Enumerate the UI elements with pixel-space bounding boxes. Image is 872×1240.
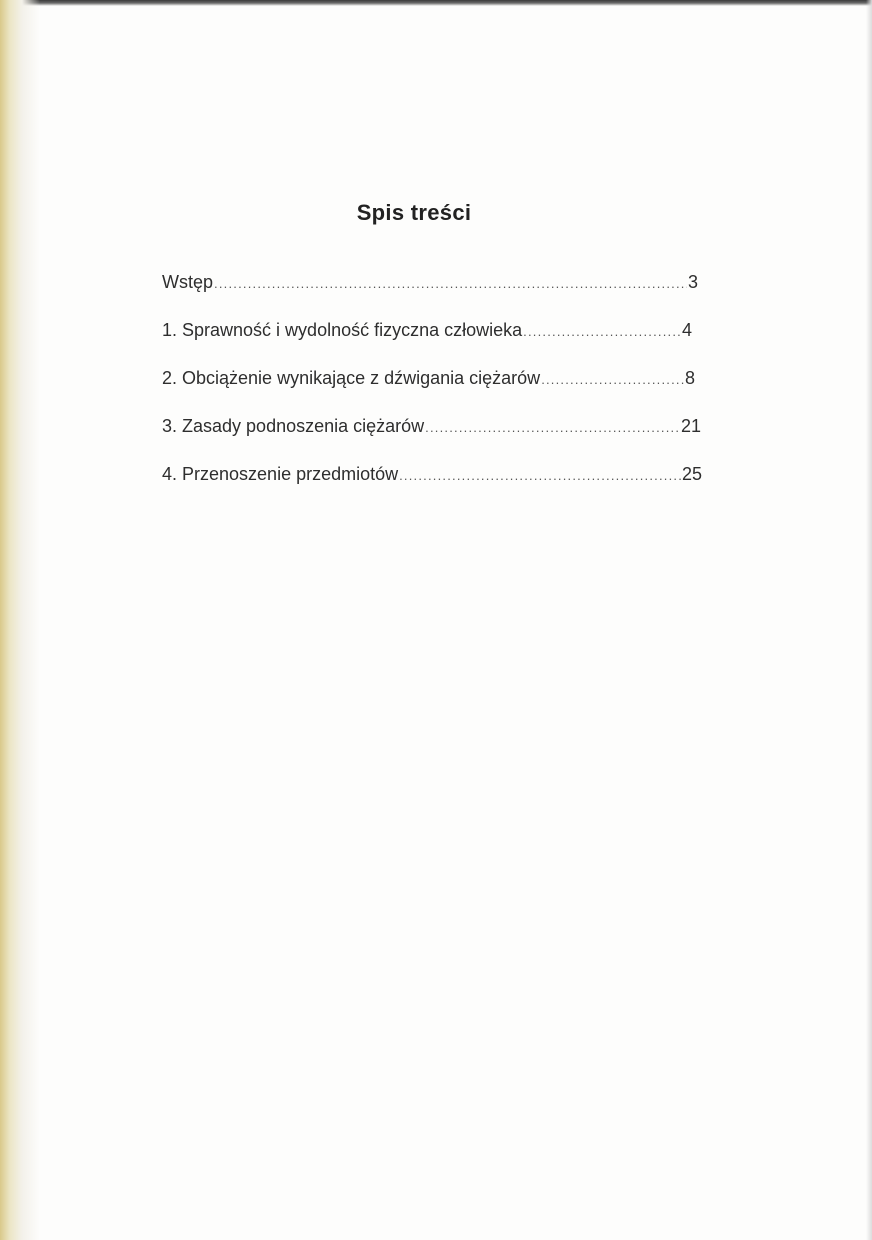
toc-entry-label: 3. Zasady podnoszenia ciężarów xyxy=(162,416,425,436)
toc-entry-chapter-1 xyxy=(162,320,692,368)
toc-entry-page-number: 3 xyxy=(687,272,698,292)
scan-top-edge xyxy=(0,0,872,6)
scan-right-edge xyxy=(866,0,872,1240)
scan-binding-edge xyxy=(0,0,40,1240)
toc-heading: Spis treści xyxy=(356,200,472,225)
toc-entry-chapter-2 xyxy=(162,368,695,416)
toc-entry-chapter-3 xyxy=(162,416,701,464)
toc-entry-label: 1. Sprawność i wydolność fizyczna człowieka xyxy=(162,320,523,340)
toc-entry-label: 4. Przenoszenie przedmiotów xyxy=(162,464,399,484)
toc-entry-introduction xyxy=(162,272,698,320)
toc-entry-page-number: 25 xyxy=(681,464,702,484)
toc-entry-chapter-4 xyxy=(162,464,702,512)
dot-leader xyxy=(523,324,681,339)
toc-entry-page-number: 8 xyxy=(684,368,695,388)
dot-leader xyxy=(541,372,684,387)
table-of-contents xyxy=(162,272,702,512)
dot-leader xyxy=(425,420,680,435)
dot-leader xyxy=(399,468,681,483)
toc-entry-label: Wstęp xyxy=(162,272,214,292)
toc-entry-page-number: 4 xyxy=(681,320,692,340)
toc-entry-page-number: 21 xyxy=(680,416,701,436)
toc-entry-label: 2. Obciążenie wynikające z dźwigania ciężarów xyxy=(162,368,541,388)
dot-leader xyxy=(214,276,687,291)
